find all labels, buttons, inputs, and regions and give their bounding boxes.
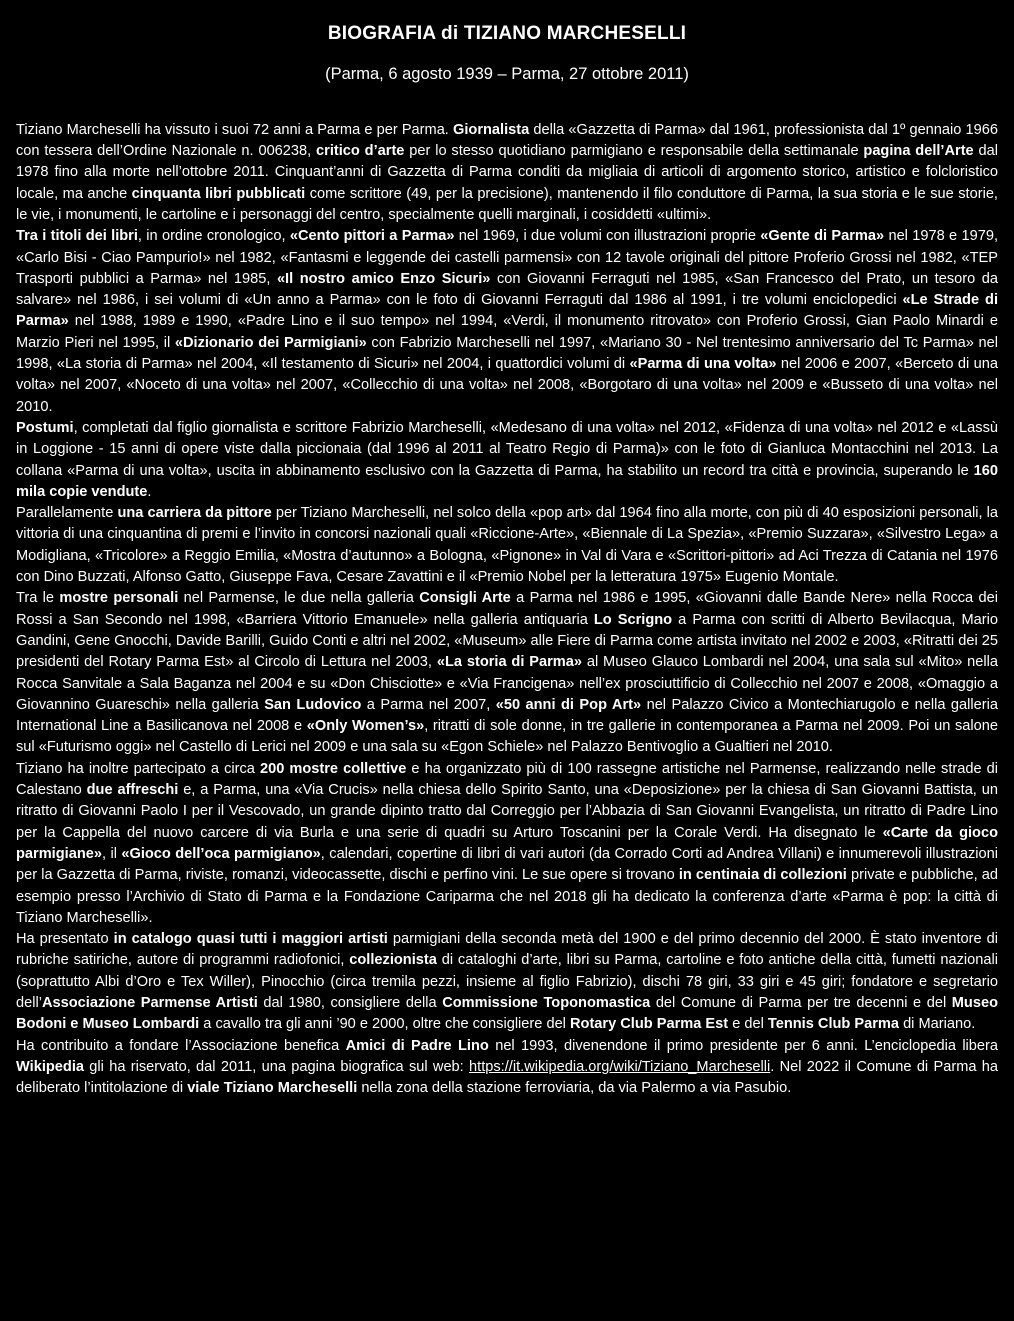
text-run: Ha presentato xyxy=(16,931,114,948)
paragraph-carriera-pittore xyxy=(16,503,998,588)
text-run: e, a Parma, una «Via Crucis» nella chiesa dello Spirito Santo, una «Deposizione» per la chiesa di San Giovanni Battista, un ritratto di Giovanni Paolo I per il Vescovado, un grande dipinto tratto dal Correggio per l’Abbazia di San Giovanni Evangelista, un ritratto di Padre Lino per la Cappella del nuovo carcere di via Burla e una serie di quadri su Arturo Toscanini per la Corale Verdi. Ha disegnato le xyxy=(16,782,998,841)
text-run: dal 1978 fino alla morte nell’ottobre 2011. Cinquant’anni di Gazzetta di Parma conditi da migliaia di articoli di argomento storico, artistico e folcloristico locale, ma anche xyxy=(16,143,998,202)
text-run: parmigiani della seconda metà del 1900 e del primo decennio del 2000. È stato inventore di rubriche satiriche, autore di programmi radiofonici, xyxy=(16,931,998,969)
text-run: di Mariano. xyxy=(899,1016,976,1033)
text-run: nella zona della stazione ferroviaria, da via Palermo a via Pasubio. xyxy=(357,1080,792,1097)
text-run: con Fabrizio Marcheselli nel 1997, «Mariano 30 - Nel trentesimo anniversario del Tc Parma» nel 1998, «La storia di Parma» nel 2004, «Il testamento di Sicuri» nel 2004, i quattordici volumi di xyxy=(16,334,998,373)
bold-text-run: San Ludovico xyxy=(264,696,362,713)
bold-text-run: «La storia di Parma» xyxy=(436,654,582,671)
text-run: , il xyxy=(101,845,122,862)
bold-text-run: Rotary Club Parma Est xyxy=(569,1016,729,1033)
bold-text-run: «Cento pittori a Parma» xyxy=(289,228,455,245)
bold-text-run: «Dizionario dei Parmigiani» xyxy=(174,334,367,351)
text-run: . xyxy=(147,483,152,500)
paragraph-mostre-personali xyxy=(16,588,998,758)
text-run: nel Parmense, le due nella galleria xyxy=(178,590,420,607)
text-run: nel 1988, 1989 e 1990, «Padre Lino e il suo tempo» nel 1994, «Verdi, il monumento ritrovato» con Proferio Grossi, Gian Paolo Minardi e Marzio Pieri nel 1995, il xyxy=(16,313,998,351)
bold-text-run: «Il nostro amico Enzo Sicuri» xyxy=(276,270,491,287)
bold-text-run: Associazione Parmense Artisti xyxy=(41,994,258,1011)
bold-text-run: Museo Bodoni e Museo Lombardi xyxy=(16,994,998,1033)
paragraph-postumi xyxy=(16,418,998,503)
bold-text-run: 160 mila copie vendute xyxy=(16,462,998,500)
bold-text-run: Tra i titoli dei libri xyxy=(16,228,138,245)
text-run: al Museo Glauco Lombardi nel 2004, una sala sul «Mito» nella Rocca Sanvitale a Sala Baganza nel 2004 e su «Don Chisciotte» e «Via Francigena» nell’ex prosciuttificio di Collecchio nel 2007 e 2008, «Omaggio a Giovannino Guareschi» nella galleria xyxy=(16,654,999,713)
bold-text-run: Postumi xyxy=(16,419,74,436)
text-run: Tiziano Marcheselli ha vissuto i suoi 72 anni a Parma e per Parma. xyxy=(16,121,454,138)
text-run: con Giovanni Ferraguti nel 1985, «San Francesco del Prato, un tesoro da salvare» nel 1986, i sei volumi di «Un anno a Parma» con le foto di Giovanni Ferraguti dal 1986 al 1991, i tre volumi enciclopedici xyxy=(16,270,998,309)
bold-text-run: cinquanta libri pubblicati xyxy=(131,185,306,202)
bold-text-run: Wikipedia xyxy=(16,1058,84,1075)
bold-text-run: Consigli Arte xyxy=(419,590,511,607)
text-run: del Comune di Parma per tre decenni e del xyxy=(650,994,952,1011)
text-run: dal 1980, consigliere della xyxy=(257,994,443,1011)
paragraph-intro xyxy=(16,120,998,226)
bold-text-run: Lo Scrigno xyxy=(593,611,673,628)
paragraph-padre-lino xyxy=(16,1036,998,1100)
text-run: nel 1993, divenendone il primo presidente per 6 anni. L’enciclopedia libera xyxy=(488,1037,999,1054)
text-run: Tiziano ha inoltre partecipato a circa xyxy=(16,760,260,777)
text-run: a Parma nel 1986 e 1995, «Giovanni dalle Bande Nere» nella Rocca dei Rossi a San Secondo nel 1998, «Barriera Vittorio Emanuele» nella galleria antiquaria xyxy=(16,590,998,628)
bold-text-run: «Gente di Parma» xyxy=(760,228,885,245)
text-run: per lo stesso quotidiano parmigiano e responsabile della settimanale xyxy=(404,143,864,160)
text-run: nel Palazzo Civico a Montechiarugolo e nella galleria International Line a Basilicanova nel 2008 e xyxy=(16,696,998,735)
text-run: della «Gazzetta di Parma» dal 1961, professionista dal 1º gennaio 1966 con tessera dell’Ordine Nazionale n. 006238, xyxy=(16,121,999,160)
text-run: a Parma con scritti di Alberto Bevilacqua, Mario Gandini, Gene Gnocchi, Davide Barilli, Guido Conti e altri nel 2002, «Museum» alle Fiere di Parma come artista invitato nel 2002 e 2003, «Ritratti dei 25 presidenti del Rotary Parma Est» al Circolo di Lettura nel 2003, xyxy=(16,611,998,671)
wikipedia-link[interactable]: https://it.wikipedia.org/wiki/Tiziano_Marcheselli xyxy=(469,1058,771,1075)
text-run: come scrittore (49, per la precisione), mantenendo il filo conduttore di Parma, la sua storia e le sue storie, le vie, i monumenti, le cartoline e i personaggi del centro, specialmente quelli marginali, i cosiddetti «ultimi». xyxy=(16,185,998,223)
text-run: a Parma nel 2007, xyxy=(361,696,496,713)
text-run: gli ha riservato, dal 2011, una pagina biografica sul web: xyxy=(84,1058,470,1075)
text-run: a cavallo tra gli anni ’90 e 2000, oltre che consigliere del xyxy=(199,1016,570,1033)
page-title: BIOGRAFIA di TIZIANO MARCHESELLI xyxy=(327,23,687,44)
bold-text-run: collezionista xyxy=(349,952,437,969)
text-run: nel 2006 e 2007, «Berceto di una volta» nel 2007, «Noceto di una volta» nel 2007, «Collecchio di una volta» nel 2008, «Borgotaro di una volta» nel 2009 e «Busseto di una volta» nel 2010. xyxy=(16,356,998,415)
bold-text-run: «Gioco dell’oca parmigiano» xyxy=(121,845,321,862)
text-run: per Tiziano Marcheselli, nel solco della «pop art» dal 1964 fino alla morte, con più di 40 esposizioni personali, la vittoria di una cinquantina di premi e l’invito in concorsi nazionali quali «Riccione-Arte», «Biennale di La Spezia», «Premio Suzzara», «Silvestro Lega» a Modigliana, «Tricolore» a Reggio Emilia, «Mostra d’autunno» a Bologna, «Pignone» in Val di Vara e «Scrittori-pittori» ad Aci Trezza di Catania nel 1976 con Dino Buzzati, Alfonso Gatto, Giuseppe Fava, Cesare Zavattini e il «Premio Nobel per la letteratura 1975» Eugenio Montale. xyxy=(16,505,998,586)
text-run: . Nel 2022 il Comune di Parma ha deliberato l’intitolazione di xyxy=(16,1058,998,1097)
bold-text-run: critico d’arte xyxy=(316,143,405,160)
bold-text-run: viale Tiziano Marcheselli xyxy=(187,1080,358,1097)
text-run: Parallelamente xyxy=(16,505,118,522)
bold-text-run: 200 mostre collettive xyxy=(259,760,407,777)
text-run: private e pubbliche, ad esempio presso l’Archivio di Stato di Parma e la Fondazione Cariparma che nel 2018 gli ha dedicato la conferenza d’arte «Parma è pop: la città di Tiziano Marcheselli». xyxy=(16,867,999,926)
bold-text-run: Commissione Toponomastica xyxy=(442,994,651,1011)
paragraph-catalogo xyxy=(16,929,998,1035)
text-run: e ha organizzato più di 100 rassegne artistiche nel Parmense, realizzando nelle strade di Calestano xyxy=(16,760,998,799)
text-run: Tra le xyxy=(16,590,60,607)
bold-text-run: una carriera da pittore xyxy=(117,505,272,522)
bold-text-run: «Le Strade di Parma» xyxy=(16,292,998,330)
text-run: , in ordine cronologico, xyxy=(137,228,290,245)
text-run: e del xyxy=(728,1016,768,1033)
bold-text-run: «Only Women’s» xyxy=(306,718,425,735)
bold-text-run: Amici di Padre Lino xyxy=(345,1037,489,1054)
bold-text-run: mostre personali xyxy=(59,590,179,607)
text-run: , calendari, copertine di libri di vari autori (da Corrado Corti ad Andrea Villani) e innumerevoli illustrazioni per la Gazzetta di Parma, riviste, romanzi, videocassette, dischi e perfino vini. Le sue opere si trovano xyxy=(16,845,998,884)
bold-text-run: «Parma di una volta» xyxy=(629,356,777,373)
biography-body xyxy=(16,120,998,1100)
bold-text-run: in centinaia di collezioni xyxy=(678,867,847,884)
text-run: di cataloghi d’arte, libri su Parma, cartoline e foto antiche della città, fumetti nazionali (soprattutto Albi d’Oro e Tex Willer), Pinocchio (circa tremila pezzi, insieme al figlio Fabrizio), dischi 78 giri, 33 giri e 45 giri; fondatore e segretario dell’ xyxy=(16,952,998,1011)
bold-text-run: due affreschi xyxy=(86,782,179,799)
bold-text-run: Tennis Club Parma xyxy=(767,1016,900,1033)
paragraph-mostre-collettive xyxy=(16,759,998,929)
text-run: nel 1969, i due volumi con illustrazioni proprie xyxy=(454,228,761,245)
document-header xyxy=(16,20,998,86)
page-subtitle: (Parma, 6 agosto 1939 – Parma, 27 ottobre 2011) xyxy=(325,64,689,83)
bold-text-run: «Carte da gioco parmigiane» xyxy=(16,824,998,862)
bold-text-run: pagina dell’Arte xyxy=(863,143,974,160)
text-run: , completati dal figlio giornalista e scrittore Fabrizio Marcheselli, «Medesano di una volta» nel 2012, «Fidenza di una volta» nel 2012 e «Lassù in Loggione - 15 anni di opere viste dalla piccionaia (dal 1996 al 2011 al Teatro Regio di Parma)» con le foto di Gianluca Montacchini nel 2013. La collana «Parma di una volta», uscita in abbinamento esclusivo con la Gazzetta di Parma, ha stabilito un record tra città e provincia, superando le xyxy=(16,419,998,479)
text-run: , ritratti di sole donne, in tre gallerie in contemporanea a Parma nel 2009. Poi un salone sul «Futurismo oggi» nel Castello di Lerici nel 2009 e una sala su «Egon Schiele» nel Palazzo Bentivoglio a Gualtieri nel 2010. xyxy=(16,718,999,756)
text-run: Ha contribuito a fondare l’Associazione benefica xyxy=(16,1037,346,1054)
text-run: nel 1978 e 1979, «Carlo Bisi - Ciao Pampurio!» nel 1982, «Fantasmi e leggende dei castelli parmensi» con 12 tavole originali del pittore Proferio Grossi nel 1982, «TEP Trasporti pubblici a Parma» nel 1985, xyxy=(16,228,998,287)
bold-text-run: in catalogo quasi tutti i maggiori artisti xyxy=(113,931,388,948)
paragraph-titoli-libri xyxy=(16,226,998,418)
bold-text-run: «50 anni di Pop Art» xyxy=(495,696,642,713)
bold-text-run: Giornalista xyxy=(453,121,530,138)
